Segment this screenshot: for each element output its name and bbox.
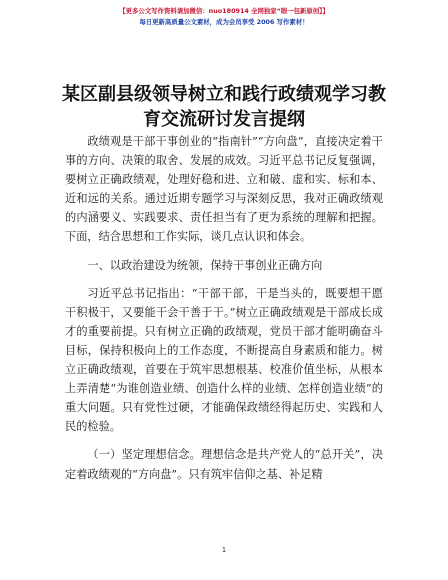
promo-banner-line-2: 每日更新高质量公文素材，成为会员享受 2006 写作素材！ [139, 18, 309, 26]
body-paragraph: 习近平总书记指出：“干部干部，干是当头的，既要想干愿干积极干，又要能干会干善于干。”树立正确政绩观是干部成长成才的重要前提。只有树立正确的政绩观，党员干部才能明确奋斗目标，保持积极向上的工作态度，不断提高自身素质和能力。树立正确政绩观，首要在于筑牢思想根基、校准价值坐标，从根本上弄清楚“为谁创造业绩、创造什么样的业绩、怎样创造业绩”的重大问题。只有党性过硬，才能确保政绩经得起历史、实践和人民的检验。 [65, 286, 383, 434]
page-number: 1 [221, 546, 227, 554]
promo-banner [0, 6, 448, 28]
intro-paragraph: 政绩观是干部干事创业的“指南针”“方向盘”，直接决定着干事的方向、决策的取舍、发展的成效。习近平总书记反复强调，要树立正确政绩观，处理好稳和进、立和破、虚和实、标和本、近和远的关系。通过近期专题学习与深刻反思，我对正确政绩观的内涵要义、实践要求、责任担当有了更为系统的理解和把握。下面，结合思想和工作实际，谈几点认识和体会。 [65, 135, 383, 244]
section-heading-1: 一、以政治建设为统领，保持干事创业正确方向 [87, 258, 323, 272]
subsection-paragraph: （一）坚定理想信念。理想信念是共产党人的“总开关”，决定着政绩观的“方向盘”。只有筑牢信仰之基、补足精 [65, 448, 383, 481]
promo-banner-line-1: 【更多公文写作资料请加微信：nuo180914 全网独家“眼一包新原创】】 [119, 7, 329, 15]
document-title: 某区副县级领导树立和践行政绩观学习教育交流研讨发言提纲 [62, 84, 386, 130]
document-body [65, 132, 383, 484]
